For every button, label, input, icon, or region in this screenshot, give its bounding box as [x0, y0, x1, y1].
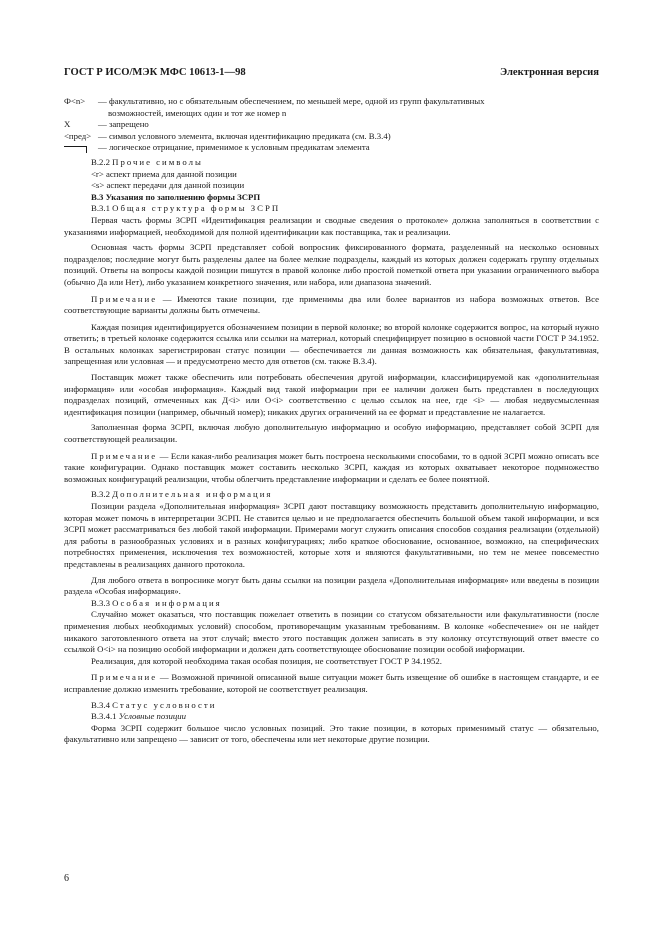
- section-title: Указания по заполнению формы ЗСРП: [105, 191, 261, 202]
- definition-row: [64, 96, 599, 119]
- note-text: — Имеются такие позиции, где применимы два или более вариантов из набора возможных ответов. Все соответствующие варианты должны быть отмечены.: [64, 293, 599, 316]
- paragraph: Каждая позиция идентифицируется обозначением позиции в первой колонке; во второй колонке содержится вопрос, на который нужно ответить; в третьей колонке содержится ссылка или ссылки на материал, который специфицирует позицию в основной части ГОСТ Р 34.1952. В остальных колонках зарегистрирован статус позиции — обеспечивается ли данная возможность как обязательная, факультативная, запрещенная или условная — и предусмотрено место для ответов (см. также В.3.4).: [64, 321, 599, 367]
- paragraph: Для любого ответа в вопроснике могут быть даны ссылки на позиции раздела «Дополнительная информация» или введены в позиции раздела «Особая информация».: [64, 574, 599, 597]
- page-number: 6: [64, 873, 69, 884]
- definition-text: — символ условного элемента, включая идентификацию предиката (см. В.3.4): [98, 130, 391, 141]
- definition-row: [64, 142, 599, 157]
- definition-symbol: <пред>: [64, 130, 92, 141]
- section-heading-b32: В.3.2 Дополнительная информация: [91, 489, 273, 500]
- note-label: Примечание: [91, 450, 158, 461]
- note-text: — Если какая-либо реализация может быть построена несколькими способами, то в одной ЗСРП можно описать все такие конфигурации. Однако поставщик может составить несколько ЗСРП, каждая из которых охватывает некоторое подмножество возможных конфигураций реализации, чтобы облегчить представление информации и сделать ее более понятной.: [64, 450, 599, 484]
- note-text: — Возможной причиной описанной выше ситуации может быть извещение об ошибке в настоящем стандарте, и ее исправление должно изменить требование, которой не соответствует реализация.: [64, 672, 599, 694]
- symbol-line: <r> аспект приема для данной позиции: [91, 168, 237, 179]
- version-label: Электронная версия: [499, 67, 599, 78]
- definition-text: — факультативно, но с обязательным обеспечением, по меньшей мере, одной из групп факультативных: [98, 96, 485, 106]
- note: [64, 294, 599, 317]
- definition-text: — логическое отрицание, применимое к условным предикатам элемента: [98, 142, 370, 153]
- subsection-title: Условные позиции: [118, 711, 187, 722]
- paragraph: Первая часть формы ЗСРП «Идентификация реализации и сводные сведения о протоколе» должна заполняться в соответствии с указаниями информацией, необходимой для полной идентификации как поставщика, так и реализации.: [64, 214, 599, 237]
- paragraph: Позиции раздела «Дополнительная информация» ЗСРП дают поставщику возможность представить дополнительную информацию, которая может помочь в интерпретации ЗСРП. Не ставится целью и не предполагается обеспечить большой объем такой информации, и вся ЗСРП может рассматриваться без любой такой информации. Примерами могут служить описания способов создания реализации (отдельной) для работы в разнообразных условиях и в разных конфигурациях; либо краткое обоснование, основанное, возможно, на специфических потребностях применения, исключения тех возможностей, которые хотя и являются факультативными, но тем не менее повсеместно представлены в реализациях данного протокола.: [64, 501, 599, 569]
- section-heading-b34: В.3.4 Статус условности: [91, 699, 217, 710]
- document-body: [64, 96, 599, 746]
- section-title: Прочие символы: [112, 156, 203, 167]
- paragraph: Заполненная форма ЗСРП, включая любую дополнительную информацию и особую информацию, представляет собой ЗСРП для соответствующей реализации.: [64, 422, 599, 445]
- section-heading-b22: В.2.2 Прочие символы: [91, 156, 203, 167]
- section-heading-b3: В.3 Указания по заполнению формы ЗСРП: [91, 191, 261, 202]
- definition-text-continued: возможностей, имеющих один и тот же номер n: [108, 107, 287, 118]
- definition-text: — запрещено: [98, 119, 149, 130]
- paragraph: Форма ЗСРП содержит большое число условных позиций. Это такие позиции, в которых применимый статус — обязательно, факультативно или запрещено — зависит от того, обеспечены или нет некоторые другие позиции.: [64, 722, 599, 745]
- definition-row: [64, 119, 599, 131]
- note: [64, 451, 599, 486]
- definition-symbol: Ф<n>: [64, 96, 86, 106]
- section-title: Статус условности: [112, 699, 217, 710]
- section-heading-b31: В.3.1 Общая структура формы ЗСРП: [91, 203, 281, 214]
- section-title: Дополнительная информация: [112, 489, 273, 500]
- section-heading-b33: В.3.3 Особая информация: [91, 597, 222, 608]
- section-title: Особая информация: [112, 597, 222, 608]
- symbol-line: <s> аспект передачи для данной позиции: [91, 180, 245, 191]
- paragraph: Случайно может оказаться, что поставщик пожелает ответить в позиции со статусом обязательности или факультативности (после применения любых необходимых условий) способом, противоречащим указанным требованиям. В колонке «обеспечение» он не найдет никакого заготовленного ответа на этот случай; вместо этого поставщик должен записать в эту колонку отсутствующий ответ вместе со ссылкой О<i> на позицию особой информации и должен дать соответствующее обоснование позиции особой информации.: [64, 609, 599, 655]
- document-code: ГОСТ Р ИСО/МЭК МФС 10613-1—98: [64, 67, 246, 78]
- definition-row: [64, 131, 599, 143]
- note-label: Примечание: [91, 293, 158, 304]
- paragraph: Основная часть формы ЗСРП представляет собой вопросник фиксированного формата, разделенный на несколько основных подразделов; последние могут быть разделены далее на более мелкие подразделы, каждый из которых должен содержать группу отдельных позиций. Ответы на вопросы каждой позиции пишутся в правой колонке либо простой пометкой ответа при указании ограниченного выбора (обычно Да или Нет), либо указанием конкретного значения, или набора, или диапазона значений.: [64, 242, 599, 287]
- note: [64, 672, 599, 695]
- paragraph: Реализация, для которой необходима такая особая позиция, не соответствует ГОСТ Р 34.1952.: [91, 655, 442, 666]
- note-label: Примечание: [91, 672, 158, 683]
- definition-symbol: X: [64, 119, 71, 130]
- paragraph: Поставщик может также обеспечить или потребовать обеспечения другой информации, классифицируемой как «дополнительная информация» или «особая информация». Каждый вид такой информации при ее наличии должен быть представлен в последующих подразделах позиций, отмеченных как Д<i> или О<i> соответственно с целью ссылок на нее, где <i> — любая недвусмысленная идентификация позиции (например, обычный номер); никаких других ограничений на ее формат и представление не налагается.: [64, 372, 599, 417]
- section-title: Общая структура формы ЗСРП: [112, 203, 281, 214]
- subsection-heading-b341: В.3.4.1 Условные позиции: [91, 711, 187, 722]
- logical-negation-icon: [64, 146, 87, 153]
